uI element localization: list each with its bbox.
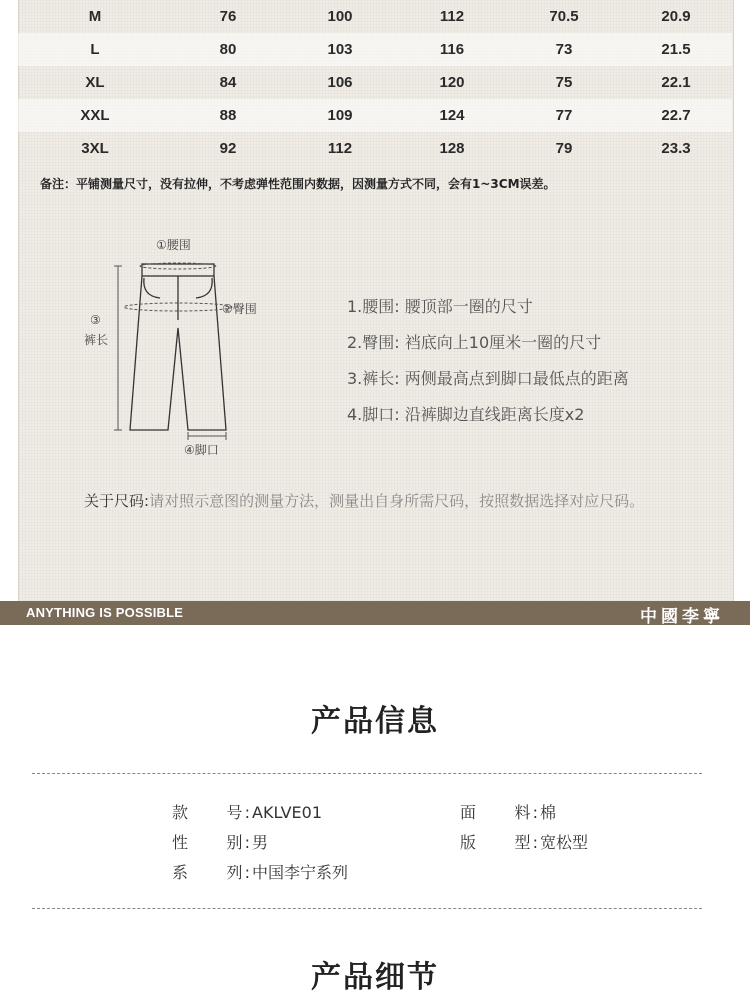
size-guide (84, 486, 684, 516)
table-cell: 116 (439, 41, 465, 58)
length-number-label: ③ (90, 313, 101, 327)
table-cell: XL (85, 74, 105, 91)
table-cell: 20.9 (661, 8, 691, 25)
desc-length: 3.裤长: 两侧最高点到脚口最低点的距离 (347, 369, 629, 388)
table-cell: 80 (219, 41, 237, 58)
table-cell: 73 (555, 41, 573, 58)
table-row (18, 99, 732, 132)
info-series: 系 列: 中国李宁系列 (172, 863, 349, 882)
table-cell: M (88, 8, 102, 25)
brand-logo-text: 中國李寧 (640, 607, 724, 627)
table-cell: 128 (439, 140, 465, 157)
desc-hip: 2.臀围: 裆底向上10厘米一圈的尺寸 (347, 333, 602, 352)
table-cell: 70.5 (549, 8, 579, 25)
hem-label: ④脚口 (184, 443, 219, 457)
table-cell: 84 (219, 74, 237, 91)
desc-hem: 4.脚口: 沿裤脚边直线距离长度x2 (347, 405, 585, 424)
table-cell: 103 (327, 41, 353, 58)
divider (32, 908, 702, 909)
size-table (18, 0, 732, 165)
table-cell: 92 (219, 140, 237, 157)
table-cell: 88 (219, 107, 237, 124)
product-info-title: 产品信息 (311, 704, 439, 739)
brand-slogan: ANYTHING IS POSSIBLE (26, 605, 184, 620)
table-cell: 112 (439, 8, 465, 25)
divider (32, 773, 702, 774)
table-row (18, 132, 732, 165)
hip-label: ②臀围 (222, 302, 257, 316)
table-cell: 22.7 (661, 107, 691, 124)
product-detail-title: 产品细节 (311, 960, 439, 995)
table-cell: 106 (327, 74, 353, 91)
table-cell: 109 (327, 107, 353, 124)
table-cell: 75 (555, 74, 573, 91)
length-label: 裤长 (84, 333, 109, 347)
table-row (18, 66, 732, 99)
table-cell: 100 (327, 8, 353, 25)
info-gender: 性 别: 男 (172, 833, 269, 852)
table-row (18, 0, 732, 33)
size-guide-text: 请对照示意图的测量方法，测量出自身所需尺码，按照数据选择对应尺码。 (149, 492, 645, 510)
table-cell: 76 (219, 8, 237, 25)
pants-diagram (80, 230, 280, 460)
desc-waist: 1.腰围: 腰顶部一圈的尺寸 (347, 297, 533, 316)
table-row (18, 33, 732, 66)
table-cell: 79 (555, 140, 573, 157)
table-cell: XXL (80, 107, 110, 124)
pants-outline-icon (80, 230, 280, 460)
table-cell: L (90, 41, 100, 58)
table-cell: 112 (327, 140, 353, 157)
info-fabric: 面 料: 棉 (460, 803, 557, 822)
size-guide-label: 关于尺码: (84, 492, 150, 510)
table-cell: 23.3 (661, 140, 691, 157)
measurement-note: 备注：平铺测量尺寸，没有拉伸，不考虑弹性范围内数据，因测量方式不同，会有1~3CM误差。 (40, 177, 556, 191)
table-cell: 3XL (81, 140, 109, 157)
table-cell: 120 (439, 74, 465, 91)
table-cell: 21.5 (661, 41, 691, 58)
brand-banner (0, 601, 750, 625)
table-cell: 77 (555, 107, 573, 124)
info-style-number: 款 号: AKLVE01 (172, 803, 323, 822)
waist-label: ①腰围 (156, 238, 191, 252)
table-cell: 124 (439, 107, 465, 124)
info-fit: 版 型: 宽松型 (460, 833, 589, 852)
table-cell: 22.1 (661, 74, 691, 91)
